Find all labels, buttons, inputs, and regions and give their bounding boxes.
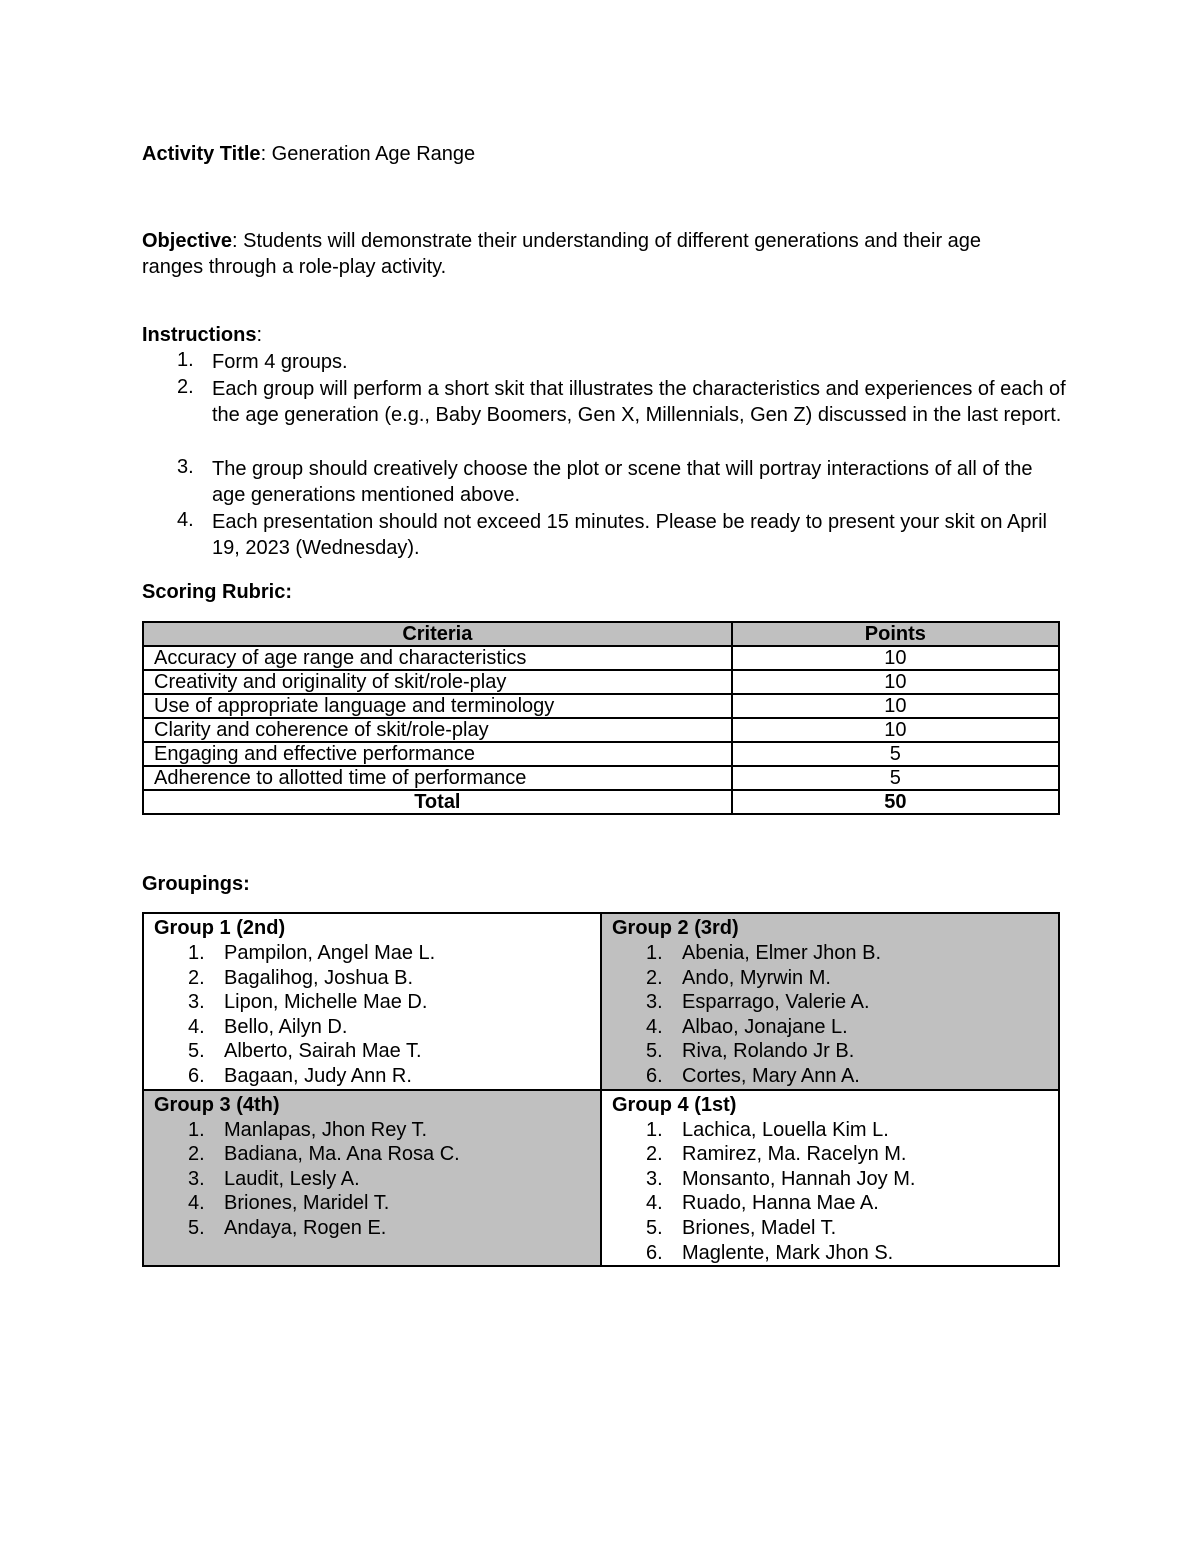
member-number: 5. <box>646 1040 663 1063</box>
list-item <box>612 1015 1048 1040</box>
member-number: 3. <box>188 991 205 1014</box>
member-name: Bagaan, Judy Ann R. <box>224 1064 412 1087</box>
member-number: 4. <box>646 1192 663 1215</box>
member-number: 6. <box>646 1064 663 1087</box>
list-item <box>612 1216 1048 1241</box>
group-cell-1 <box>143 913 601 1090</box>
list-item <box>154 1191 590 1216</box>
list-item <box>154 941 590 966</box>
member-name: Lipon, Michelle Mae D. <box>224 991 428 1014</box>
points-cell: 5 <box>732 766 1059 790</box>
points-cell: 10 <box>732 718 1059 742</box>
member-name: Laudit, Lesly A. <box>224 1167 360 1190</box>
group-title: Group 1 (2nd) <box>154 917 286 939</box>
member-number: 1. <box>646 942 663 964</box>
list-item <box>612 1167 1048 1192</box>
member-number: 5. <box>188 1040 205 1063</box>
member-name: Pampilon, Angel Mae L. <box>224 942 436 964</box>
list-item <box>612 941 1048 966</box>
member-name: Briones, Maridel T. <box>224 1192 390 1215</box>
member-name: Albao, Jonajane L. <box>682 1015 848 1038</box>
points-cell: 5 <box>732 742 1059 766</box>
instructions-label: Instructions <box>142 324 257 346</box>
member-name: Briones, Madel T. <box>682 1216 837 1239</box>
member-name: Maglente, Mark Jhon S. <box>682 1241 894 1264</box>
activity-title-line <box>142 141 475 167</box>
total-points-cell: 50 <box>732 790 1059 814</box>
member-name: Cortes, Mary Ann A. <box>682 1064 860 1087</box>
total-label-cell: Total <box>143 790 732 814</box>
group-title: Group 2 (3rd) <box>612 917 739 939</box>
member-name: Bagalihog, Joshua B. <box>224 966 414 989</box>
objective-text-1: : Students will demonstrate their understanding of different generations and their age <box>232 230 982 252</box>
member-number: 1. <box>188 1118 205 1141</box>
group-title: Group 3 (4th) <box>154 1093 280 1116</box>
group-title: Group 4 (1st) <box>612 1093 737 1116</box>
criteria-cell: Adherence to allotted time of performance <box>143 766 732 790</box>
instructions-colon: : <box>256 324 263 346</box>
member-number: 2. <box>646 966 663 989</box>
list-item <box>154 1039 590 1064</box>
criteria-cell: Accuracy of age range and characteristics <box>143 646 732 670</box>
member-name: Andaya, Rogen E. <box>224 1216 387 1239</box>
objective-text-2: ranges through a role-play activity. <box>142 256 447 278</box>
member-number: 6. <box>646 1241 663 1264</box>
member-number: 5. <box>188 1216 205 1239</box>
table-row <box>143 766 1059 790</box>
member-name: Alberto, Sairah Mae T. <box>224 1040 422 1063</box>
groupings-row <box>143 1090 1059 1267</box>
member-name: Manlapas, Jhon Rey T. <box>224 1118 428 1141</box>
points-cell: 10 <box>732 670 1059 694</box>
list-item <box>612 1118 1048 1143</box>
scoring-rubric-heading: Scoring Rubric: <box>142 581 293 603</box>
member-name: Lachica, Louella Kim L. <box>682 1118 889 1141</box>
list-item <box>154 1142 590 1167</box>
total-row <box>143 790 1059 814</box>
table-row <box>143 670 1059 694</box>
groupings-row <box>143 913 1059 1090</box>
member-name: Bello, Ailyn D. <box>224 1015 348 1038</box>
points-cell: 10 <box>732 694 1059 718</box>
list-item <box>612 1064 1048 1089</box>
member-number: 2. <box>646 1143 663 1166</box>
member-name: Monsanto, Hannah Joy M. <box>682 1167 916 1190</box>
list-item <box>612 966 1048 991</box>
activity-title-value: : Generation Age Range <box>260 143 476 165</box>
instruction-number: 4. <box>177 509 194 531</box>
objective-label: Objective <box>142 230 233 252</box>
member-number: 3. <box>646 991 663 1014</box>
list-item <box>154 966 590 991</box>
member-name: Abenia, Elmer Jhon B. <box>682 942 881 964</box>
instruction-text: Each presentation should not exceed 15 minutes. Please be ready to present your skit on April 19, 2023 (Wednesday). <box>212 511 1047 559</box>
table-header-row <box>143 622 1059 646</box>
list-item <box>154 1216 590 1241</box>
member-number: 3. <box>188 1167 205 1190</box>
instruction-number: 2. <box>177 376 194 398</box>
member-name: Badiana, Ma. Ana Rosa C. <box>224 1143 460 1166</box>
member-number: 5. <box>646 1216 663 1239</box>
objective-line-2 <box>142 254 446 280</box>
list-item <box>154 1167 590 1192</box>
instructions-heading <box>142 322 262 348</box>
criteria-cell: Clarity and coherence of skit/role-play <box>143 718 732 742</box>
list-item <box>612 1191 1048 1216</box>
group-cell-2 <box>601 913 1059 1090</box>
member-name: Ando, Myrwin M. <box>682 966 831 989</box>
list-item <box>154 1064 590 1089</box>
groupings-heading: Groupings: <box>142 873 250 895</box>
points-header: Points <box>732 622 1059 646</box>
table-row <box>143 646 1059 670</box>
table-row <box>143 718 1059 742</box>
instruction-text: Form 4 groups. <box>212 351 348 373</box>
member-name: Ruado, Hanna Mae A. <box>682 1192 879 1215</box>
member-number: 4. <box>646 1015 663 1038</box>
member-number: 2. <box>188 966 205 989</box>
table-row <box>143 694 1059 718</box>
member-name: Ramirez, Ma. Racelyn M. <box>682 1143 907 1166</box>
list-item <box>612 1142 1048 1167</box>
list-item <box>612 990 1048 1015</box>
member-number: 4. <box>188 1015 205 1038</box>
groupings-table <box>142 912 1060 1267</box>
member-name: Riva, Rolando Jr B. <box>682 1040 855 1063</box>
member-number: 2. <box>188 1143 205 1166</box>
points-cell: 10 <box>732 646 1059 670</box>
list-item <box>154 1015 590 1040</box>
criteria-header: Criteria <box>143 622 732 646</box>
group-cell-4 <box>601 1090 1059 1267</box>
instruction-number: 1. <box>177 349 194 371</box>
instruction-text: Each group will perform a short skit that illustrates the characteristics and experiences of each of the age generation (e.g., Baby Boomers, Gen X, Millennials, Gen Z) discussed in the last report. <box>212 378 1066 426</box>
criteria-cell: Use of appropriate language and terminology <box>143 694 732 718</box>
group-cell-3 <box>143 1090 601 1267</box>
list-item <box>612 1039 1048 1064</box>
list-item <box>154 1118 590 1143</box>
activity-title-label: Activity Title <box>142 143 261 165</box>
member-name: Esparrago, Valerie A. <box>682 991 870 1014</box>
list-item <box>612 1241 1048 1266</box>
scoring-rubric-table <box>142 621 1060 815</box>
criteria-cell: Engaging and effective performance <box>143 742 732 766</box>
objective-line-1 <box>142 228 981 254</box>
instruction-text: The group should creatively choose the plot or scene that will portray interactions of all of the age generations mentioned above. <box>212 458 1033 506</box>
member-number: 1. <box>188 942 205 964</box>
table-row <box>143 742 1059 766</box>
list-item <box>154 990 590 1015</box>
member-number: 4. <box>188 1192 205 1215</box>
criteria-cell: Creativity and originality of skit/role-play <box>143 670 732 694</box>
member-number: 6. <box>188 1064 205 1087</box>
member-number: 3. <box>646 1167 663 1190</box>
member-number: 1. <box>646 1118 663 1141</box>
instruction-number: 3. <box>177 456 194 478</box>
